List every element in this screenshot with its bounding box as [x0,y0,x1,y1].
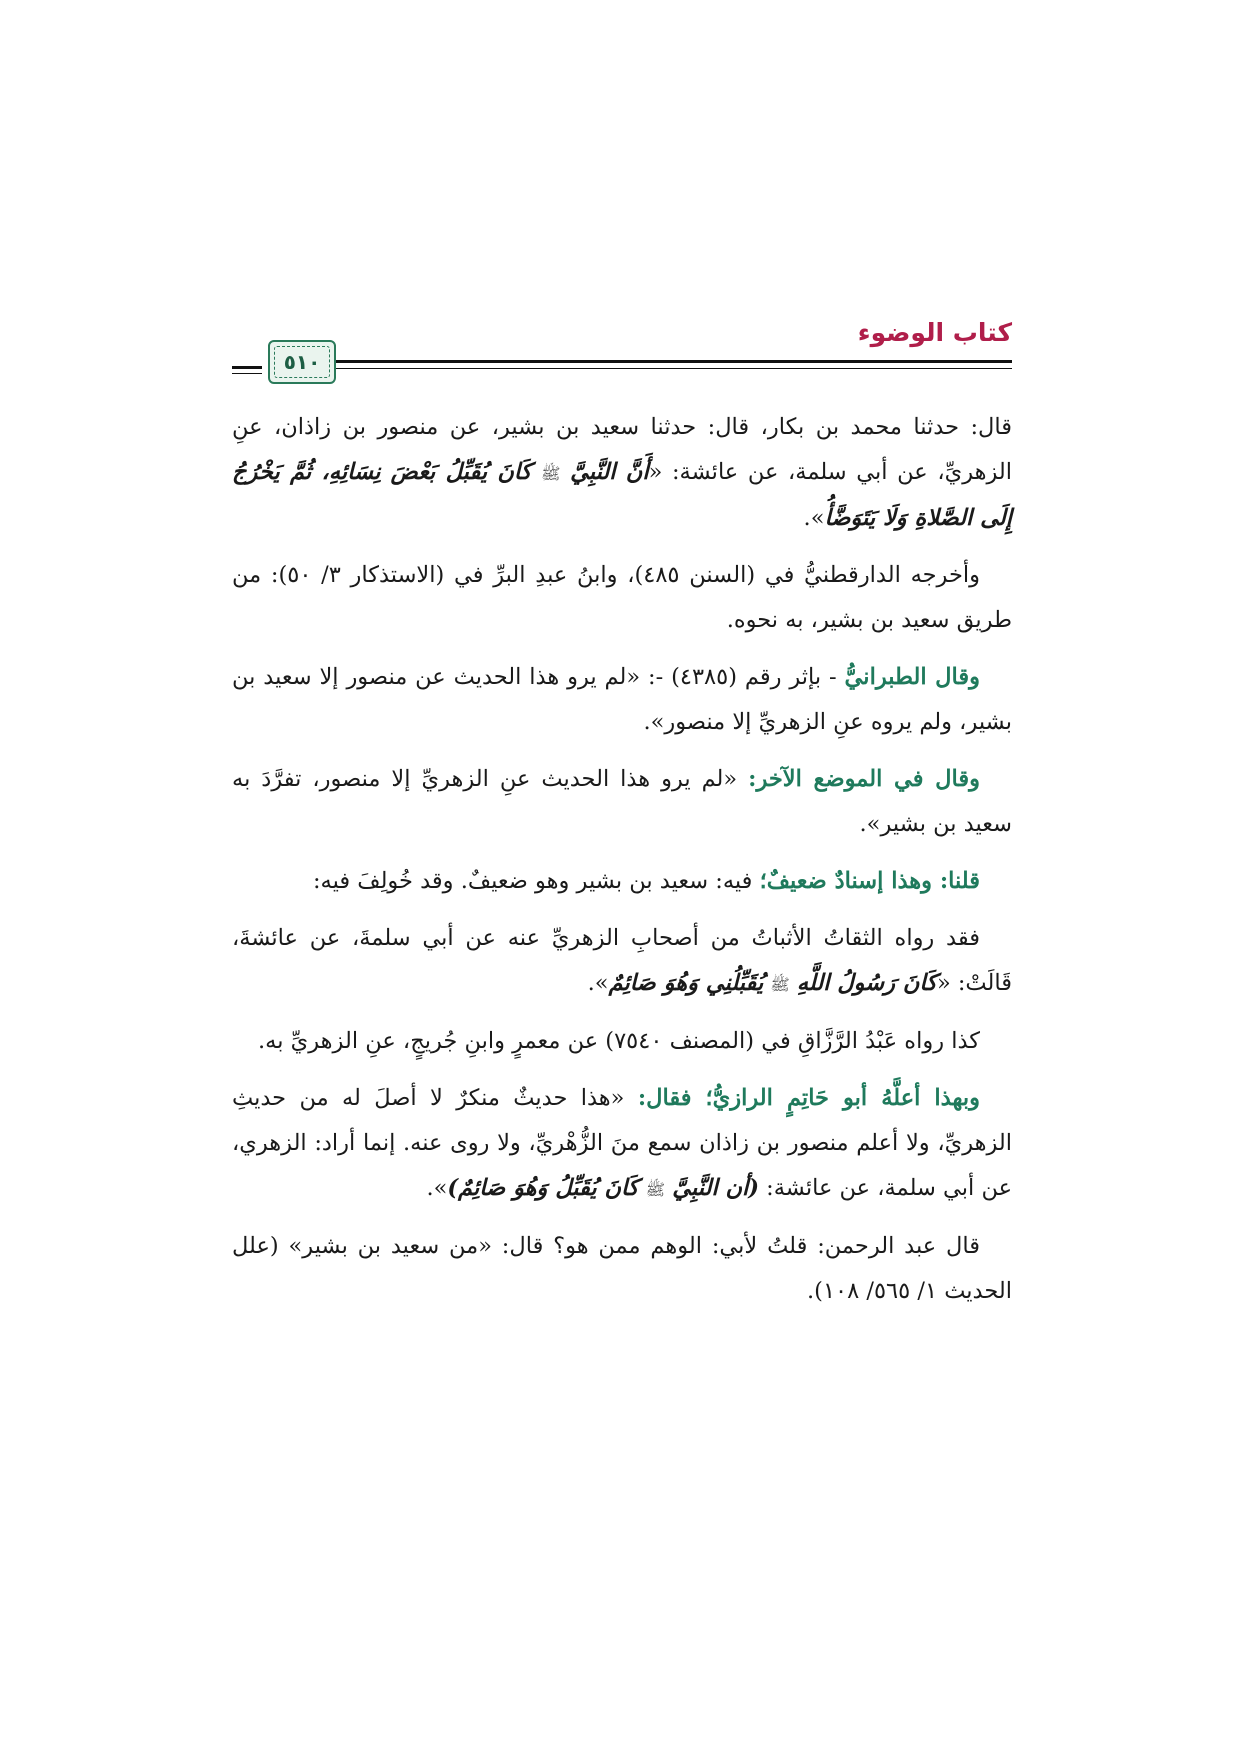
salutation-glyph: ﷺ [541,464,561,483]
paragraph-text: فقد رواه الثقاتُ الأثباتُ من أصحابِ الزهريِّ عنه عن أبي سلمةَ، عن عائشةَ، قَالَتْ: « [232,925,1012,996]
paragraph-lead: قلنا: وهذا إسنادٌ ضعيفٌ؛ [759,868,980,894]
hadith-text: يُقَبِّلُنِي وَهُوَ صَائِمٌ [608,970,764,996]
paragraph-7 [232,1019,1012,1064]
paragraph-8 [232,1076,1012,1212]
header-rule-thin [277,368,1012,369]
header-rule-left-thin [232,373,262,374]
header-rule-left-thick [232,366,262,369]
hadith-text: كَانَ يُقَبِّلُ وَهُوَ صَائِمٌ) [447,1175,639,1201]
header-rule-thick [277,360,1012,363]
paragraph-6 [232,916,1012,1007]
paragraph-4 [232,757,1012,847]
salutation-glyph: ﷺ [770,975,790,994]
paragraph-text: ». [803,505,825,531]
paragraph-text: فيه: سعيد بن بشير وهو ضعيفٌ. وقد خُولِفَ فيه: [312,868,760,894]
paragraph-text: قال عبد الرحمن: قلتُ لأبي: الوهم ممن هو؟ قال: «من سعيد بن بشير» (علل الحديث ١/ ٥٦٥/ ١٠٨). [232,1233,1012,1304]
book-title: كتاب الوضوء [857,318,1012,347]
paragraph-text: ». [426,1175,448,1201]
paragraph-2 [232,553,1012,643]
paragraph-text: «هذا حديثٌ منكرٌ لا أصلَ له من حديثِ الزهريِّ، ولا أعلم منصور بن زاذان سمع منَ الزُّهْريِّ، ولا روى عنه. إنما أراد: الزهري، عن أبي سلمة، عن عائشة: [232,1085,1012,1201]
paragraph-9 [232,1224,1012,1314]
paragraph-text: قال: حدثنا محمد بن بكار، قال: حدثنا سعيد بن بشير، عن منصور بن زاذان، عنِ الزهريِّ، عن أبي سلمة، عن عائشة: « [232,414,1012,485]
salutation-glyph: ﷺ [645,1180,666,1199]
paragraph-lead: وقال في الموضع الآخر: [748,766,980,792]
paragraph-text: ». [587,970,609,996]
paragraph-5 [232,859,1012,904]
hadith-text: كَانَ يُقَبِّلُ بَعْضَ نِسَائِهِ، ثُمَّ يَخْرُجُ إِلَى الصَّلاةِ وَلَا يَتَوَضَّأُ [232,459,1012,531]
paragraph-text: كذا رواه عَبْدُ الرَّزَّاقِ في (المصنف ٧٥٤٠) عن معمرٍ وابنِ جُريجٍ، عنِ الزهريِّ به. [258,1028,980,1054]
page-header [232,310,1012,390]
paragraph-text: وأخرجه الدارقطنيُّ في (السنن ٤٨٥)، وابنُ عبدِ البرِّ في (الاستذكار ٣/ ٥٠): من طريق سعيد بن بشير، به نحوه. [232,562,1012,633]
page-number-badge [268,340,336,384]
page-number: ٥١٠ [283,350,321,374]
paragraph-lead: وقال الطبرانيُّ [844,664,980,690]
hadith-text: أَنَّ النَّبِيَّ [570,459,649,485]
page-content [232,405,1012,1326]
paragraph-3 [232,655,1012,745]
paragraph-text: «لم يرو هذا الحديث عنِ الزهريِّ إلا منصور، تفرَّدَ به سعيد بن بشير». [232,766,1012,837]
hadith-text: (أن النَّبِيَّ [672,1175,759,1201]
paragraph-1 [232,405,1012,541]
paragraph-lead: وبهذا أعلَّهُ أبو حَاتِمٍ الرازيُّ؛ فقال: [637,1085,980,1111]
hadith-text: كَانَ رَسُولُ اللَّهِ [796,970,937,996]
paragraph-text: - بإثر رقم (٤٣٨٥) -: «لم يرو هذا الحديث عن منصور إلا سعيد بن بشير، ولم يروه عنِ الزهريِّ إلا منصور». [232,664,1012,735]
